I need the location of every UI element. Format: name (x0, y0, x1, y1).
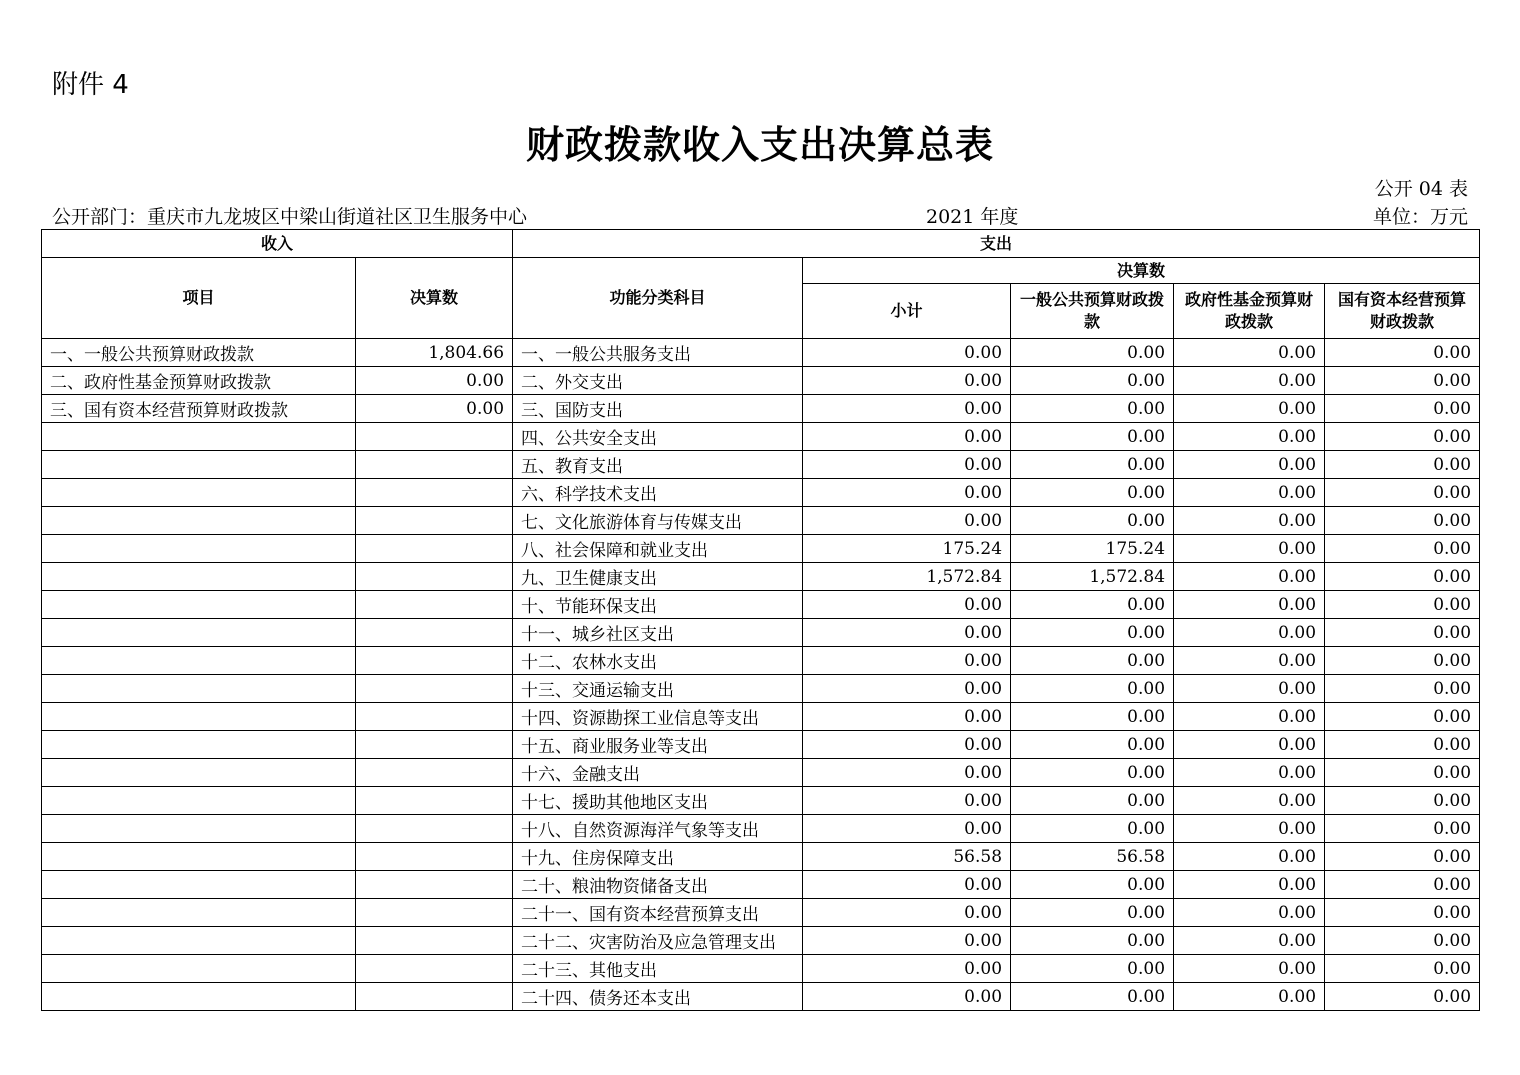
gov-fund-cell: 0.00 (1174, 535, 1325, 563)
subtotal-cell: 0.00 (803, 759, 1011, 787)
gov-fund-cell: 0.00 (1174, 927, 1325, 955)
general-budget-cell: 0.00 (1011, 591, 1174, 619)
income-amount-cell (356, 899, 513, 927)
income-item-cell (42, 899, 356, 927)
state-capital-cell: 0.00 (1325, 983, 1480, 1011)
subtotal-cell: 175.24 (803, 535, 1011, 563)
table-row (42, 815, 1480, 843)
subtotal-cell: 0.00 (803, 395, 1011, 423)
income-item-cell (42, 843, 356, 871)
subtotal-cell: 0.00 (803, 899, 1011, 927)
state-capital-cell: 0.00 (1325, 815, 1480, 843)
income-item-cell (42, 759, 356, 787)
general-budget-header: 一般公共预算财政拨款 (1011, 284, 1174, 339)
category-cell: 二、外交支出 (513, 367, 803, 395)
state-capital-cell: 0.00 (1325, 507, 1480, 535)
income-item-cell (42, 675, 356, 703)
gov-fund-cell: 0.00 (1174, 983, 1325, 1011)
form-number: 公开 04 表 (1374, 178, 1468, 200)
gov-fund-cell: 0.00 (1174, 955, 1325, 983)
table-row (42, 367, 1480, 395)
category-cell: 二十、粮油物资储备支出 (513, 871, 803, 899)
category-cell: 十一、城乡社区支出 (513, 619, 803, 647)
state-capital-cell: 0.00 (1325, 787, 1480, 815)
subtotal-cell: 56.58 (803, 843, 1011, 871)
income-item-cell (42, 815, 356, 843)
table-row (42, 871, 1480, 899)
table-row (42, 703, 1480, 731)
gov-fund-cell: 0.00 (1174, 647, 1325, 675)
category-cell: 六、科学技术支出 (513, 479, 803, 507)
income-amount-cell (356, 731, 513, 759)
subtotal-cell: 0.00 (803, 619, 1011, 647)
state-capital-cell: 0.00 (1325, 619, 1480, 647)
general-budget-cell: 0.00 (1011, 983, 1174, 1011)
income-item-cell (42, 647, 356, 675)
category-cell: 十三、交通运输支出 (513, 675, 803, 703)
income-header: 收入 (42, 230, 513, 258)
subtotal-header: 小计 (803, 284, 1011, 339)
income-item-cell (42, 479, 356, 507)
income-item-cell: 三、国有资本经营预算财政拨款 (42, 395, 356, 423)
income-item-cell (42, 871, 356, 899)
subtotal-cell: 0.00 (803, 591, 1011, 619)
income-amount-cell (356, 535, 513, 563)
table-row (42, 955, 1480, 983)
income-item-cell: 二、政府性基金预算财政拨款 (42, 367, 356, 395)
general-budget-cell: 0.00 (1011, 423, 1174, 451)
table-row (42, 675, 1480, 703)
table-row (42, 479, 1480, 507)
subtotal-cell: 0.00 (803, 787, 1011, 815)
general-budget-cell: 0.00 (1011, 479, 1174, 507)
income-amount-cell: 1,804.66 (356, 339, 513, 367)
subtotal-cell: 0.00 (803, 815, 1011, 843)
general-budget-cell: 0.00 (1011, 927, 1174, 955)
subtotal-cell: 0.00 (803, 479, 1011, 507)
category-cell: 十八、自然资源海洋气象等支出 (513, 815, 803, 843)
income-item-cell (42, 563, 356, 591)
state-capital-cell: 0.00 (1325, 647, 1480, 675)
general-budget-cell: 56.58 (1011, 843, 1174, 871)
state-capital-cell: 0.00 (1325, 339, 1480, 367)
state-capital-cell: 0.00 (1325, 927, 1480, 955)
subtotal-cell: 0.00 (803, 339, 1011, 367)
income-amount-cell (356, 479, 513, 507)
gov-fund-cell: 0.00 (1174, 899, 1325, 927)
state-capital-header: 国有资本经营预算财政拨款 (1325, 284, 1480, 339)
gov-fund-cell: 0.00 (1174, 675, 1325, 703)
expenditure-header: 支出 (513, 230, 1480, 258)
state-capital-cell: 0.00 (1325, 479, 1480, 507)
state-capital-cell: 0.00 (1325, 759, 1480, 787)
gov-fund-cell: 0.00 (1174, 507, 1325, 535)
category-cell: 十七、援助其他地区支出 (513, 787, 803, 815)
state-capital-cell: 0.00 (1325, 675, 1480, 703)
income-amount-cell (356, 563, 513, 591)
gov-fund-cell: 0.00 (1174, 871, 1325, 899)
general-budget-cell: 0.00 (1011, 647, 1174, 675)
category-cell: 十四、资源勘探工业信息等支出 (513, 703, 803, 731)
table-row (42, 395, 1480, 423)
state-capital-cell: 0.00 (1325, 955, 1480, 983)
income-item-cell (42, 507, 356, 535)
general-budget-cell: 175.24 (1011, 535, 1174, 563)
table-row (42, 899, 1480, 927)
state-capital-cell: 0.00 (1325, 451, 1480, 479)
department-label: 公开部门：重庆市九龙坡区中梁山街道社区卫生服务中心 (52, 206, 528, 228)
page-title: 财政拨款收入支出决算总表 (525, 122, 994, 167)
subtotal-cell: 0.00 (803, 731, 1011, 759)
general-budget-cell: 0.00 (1011, 703, 1174, 731)
category-cell: 十九、住房保障支出 (513, 843, 803, 871)
general-budget-cell: 0.00 (1011, 451, 1174, 479)
general-budget-cell: 0.00 (1011, 339, 1174, 367)
general-budget-cell: 0.00 (1011, 759, 1174, 787)
category-cell: 十五、商业服务业等支出 (513, 731, 803, 759)
gov-fund-cell: 0.00 (1174, 731, 1325, 759)
gov-fund-cell: 0.00 (1174, 703, 1325, 731)
general-budget-cell: 0.00 (1011, 507, 1174, 535)
income-amount-cell (356, 759, 513, 787)
state-capital-cell: 0.00 (1325, 871, 1480, 899)
subtotal-cell: 0.00 (803, 507, 1011, 535)
table-row (42, 423, 1480, 451)
income-amount-cell (356, 675, 513, 703)
income-amount-cell (356, 871, 513, 899)
general-budget-cell: 0.00 (1011, 787, 1174, 815)
general-budget-cell: 0.00 (1011, 815, 1174, 843)
table-row (42, 507, 1480, 535)
attachment-label: 附件 4 (52, 70, 129, 100)
table-row (42, 983, 1480, 1011)
state-capital-cell: 0.00 (1325, 535, 1480, 563)
general-budget-cell: 0.00 (1011, 367, 1174, 395)
state-capital-cell: 0.00 (1325, 731, 1480, 759)
subtotal-cell: 0.00 (803, 367, 1011, 395)
subtotal-cell: 0.00 (803, 983, 1011, 1011)
gov-fund-cell: 0.00 (1174, 451, 1325, 479)
category-cell: 四、公共安全支出 (513, 423, 803, 451)
subtotal-cell: 0.00 (803, 675, 1011, 703)
state-capital-cell: 0.00 (1325, 395, 1480, 423)
income-item-cell (42, 927, 356, 955)
income-amount-cell (356, 507, 513, 535)
income-amount-cell (356, 843, 513, 871)
table-row (42, 647, 1480, 675)
state-capital-cell: 0.00 (1325, 843, 1480, 871)
income-amount-cell (356, 927, 513, 955)
category-cell: 八、社会保障和就业支出 (513, 535, 803, 563)
income-item-cell (42, 703, 356, 731)
income-amount-cell (356, 647, 513, 675)
subtotal-cell: 1,572.84 (803, 563, 1011, 591)
state-capital-cell: 0.00 (1325, 563, 1480, 591)
subtotal-cell: 0.00 (803, 647, 1011, 675)
table-row (42, 563, 1480, 591)
state-capital-cell: 0.00 (1325, 423, 1480, 451)
income-amount-cell: 0.00 (356, 395, 513, 423)
table-row (42, 843, 1480, 871)
gov-fund-cell: 0.00 (1174, 815, 1325, 843)
general-budget-cell: 0.00 (1011, 395, 1174, 423)
item-header: 项目 (42, 258, 356, 339)
general-budget-cell: 0.00 (1011, 955, 1174, 983)
income-amount-cell: 0.00 (356, 367, 513, 395)
general-budget-cell: 1,572.84 (1011, 563, 1174, 591)
appropriation-summary-table (41, 229, 1480, 1011)
subtotal-cell: 0.00 (803, 423, 1011, 451)
final-amount-header: 决算数 (803, 258, 1480, 284)
general-budget-cell: 0.00 (1011, 675, 1174, 703)
unit-label: 单位：万元 (1372, 206, 1468, 228)
category-cell: 二十二、灾害防治及应急管理支出 (513, 927, 803, 955)
subtotal-cell: 0.00 (803, 871, 1011, 899)
category-cell: 五、教育支出 (513, 451, 803, 479)
table-row (42, 619, 1480, 647)
table-row (42, 759, 1480, 787)
category-cell: 十、节能环保支出 (513, 591, 803, 619)
gov-fund-cell: 0.00 (1174, 843, 1325, 871)
gov-fund-cell: 0.00 (1174, 339, 1325, 367)
gov-fund-cell: 0.00 (1174, 563, 1325, 591)
income-item-cell (42, 423, 356, 451)
amount-header: 决算数 (356, 258, 513, 339)
income-item-cell (42, 955, 356, 983)
table-row (42, 339, 1480, 367)
category-cell: 十二、农林水支出 (513, 647, 803, 675)
category-cell: 七、文化旅游体育与传媒支出 (513, 507, 803, 535)
income-amount-cell (356, 787, 513, 815)
income-amount-cell (356, 955, 513, 983)
state-capital-cell: 0.00 (1325, 899, 1480, 927)
gov-fund-cell: 0.00 (1174, 591, 1325, 619)
category-cell: 十六、金融支出 (513, 759, 803, 787)
income-item-cell (42, 451, 356, 479)
state-capital-cell: 0.00 (1325, 703, 1480, 731)
category-header: 功能分类科目 (513, 258, 803, 339)
income-amount-cell (356, 423, 513, 451)
category-cell: 一、一般公共服务支出 (513, 339, 803, 367)
gov-fund-cell: 0.00 (1174, 619, 1325, 647)
income-item-cell (42, 787, 356, 815)
table-row (42, 731, 1480, 759)
general-budget-cell: 0.00 (1011, 731, 1174, 759)
table-row (42, 535, 1480, 563)
gov-fund-header: 政府性基金预算财政拨款 (1174, 284, 1325, 339)
subtotal-cell: 0.00 (803, 703, 1011, 731)
general-budget-cell: 0.00 (1011, 871, 1174, 899)
subtotal-cell: 0.00 (803, 927, 1011, 955)
gov-fund-cell: 0.00 (1174, 367, 1325, 395)
category-cell: 二十四、债务还本支出 (513, 983, 803, 1011)
income-amount-cell (356, 703, 513, 731)
income-amount-cell (356, 983, 513, 1011)
income-item-cell (42, 535, 356, 563)
fiscal-year: 2021 年度 (926, 206, 1019, 228)
state-capital-cell: 0.00 (1325, 367, 1480, 395)
income-amount-cell (356, 451, 513, 479)
income-amount-cell (356, 619, 513, 647)
table-row (42, 451, 1480, 479)
general-budget-cell: 0.00 (1011, 619, 1174, 647)
gov-fund-cell: 0.00 (1174, 423, 1325, 451)
subtotal-cell: 0.00 (803, 955, 1011, 983)
state-capital-cell: 0.00 (1325, 591, 1480, 619)
income-amount-cell (356, 591, 513, 619)
income-item-cell (42, 619, 356, 647)
income-item-cell (42, 731, 356, 759)
table-row (42, 591, 1480, 619)
gov-fund-cell: 0.00 (1174, 395, 1325, 423)
income-item-cell: 一、一般公共预算财政拨款 (42, 339, 356, 367)
table-row (42, 787, 1480, 815)
category-cell: 三、国防支出 (513, 395, 803, 423)
subtotal-cell: 0.00 (803, 451, 1011, 479)
gov-fund-cell: 0.00 (1174, 479, 1325, 507)
category-cell: 二十一、国有资本经营预算支出 (513, 899, 803, 927)
gov-fund-cell: 0.00 (1174, 759, 1325, 787)
income-item-cell (42, 591, 356, 619)
income-item-cell (42, 983, 356, 1011)
gov-fund-cell: 0.00 (1174, 787, 1325, 815)
general-budget-cell: 0.00 (1011, 899, 1174, 927)
income-amount-cell (356, 815, 513, 843)
category-cell: 九、卫生健康支出 (513, 563, 803, 591)
table-row (42, 927, 1480, 955)
category-cell: 二十三、其他支出 (513, 955, 803, 983)
